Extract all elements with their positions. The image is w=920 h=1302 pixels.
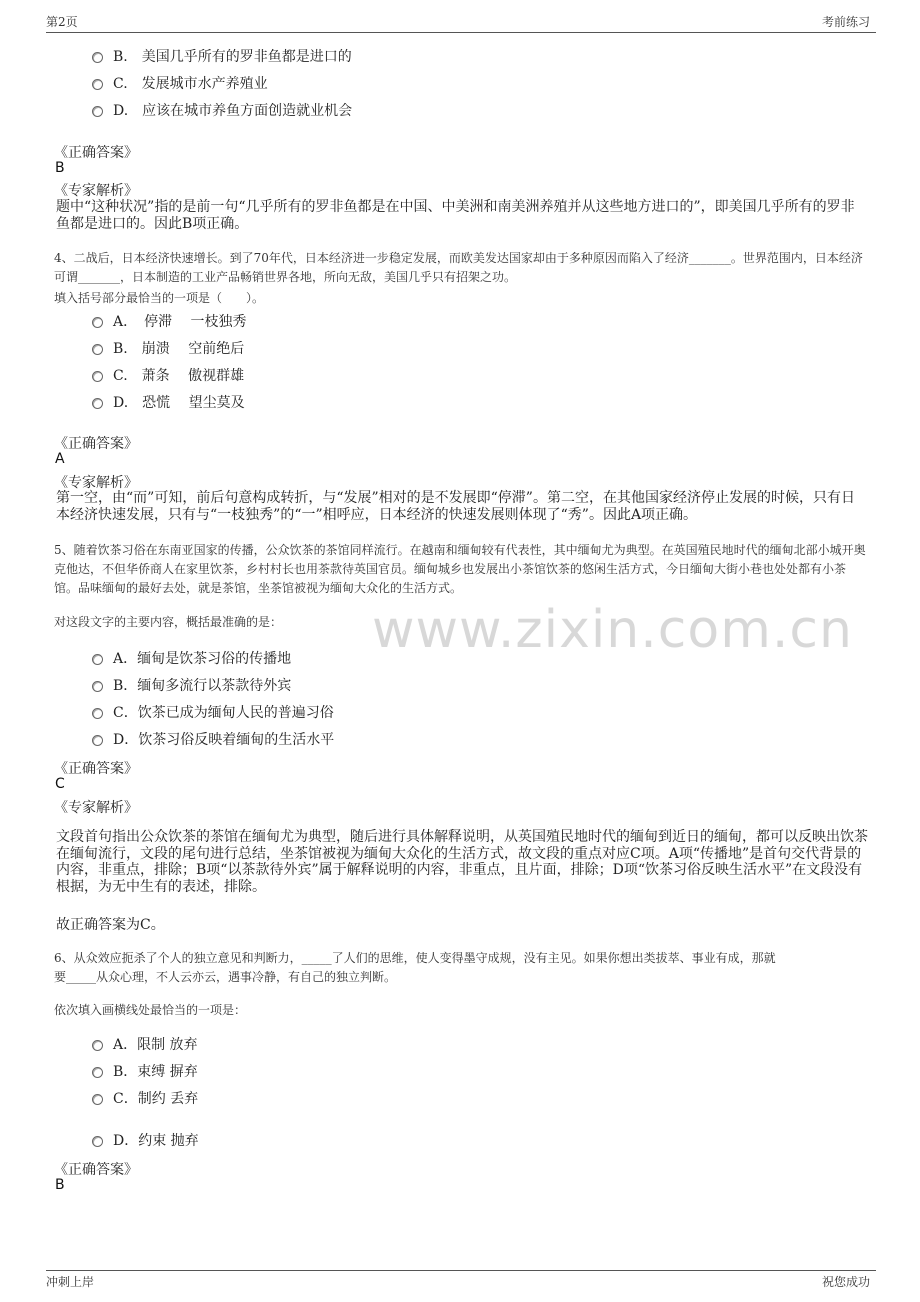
analysis-label: 《专家解析》 (54, 183, 138, 199)
option-label: A．限制 放弃 (113, 1037, 198, 1053)
radio-icon (92, 371, 103, 382)
option-radio[interactable] (92, 365, 244, 385)
radio-icon (92, 1040, 103, 1051)
option-radio[interactable] (92, 392, 245, 412)
answer-label: 《正确答案》 (54, 145, 138, 161)
analysis-label: 《专家解析》 (54, 800, 138, 816)
radio-icon (92, 79, 103, 90)
radio-icon (92, 681, 103, 692)
option-radio[interactable] (92, 1088, 198, 1108)
option-radio[interactable] (92, 73, 268, 93)
radio-icon (92, 52, 103, 63)
question-prompt: 填入括号部分最恰当的一项是（ ）。 (54, 291, 265, 305)
analysis-text: 第一空，由“而”可知，前后句意构成转折，与“发展”相对的是不发展即“停滞”。第二空，在其他国家经济停止发展的时候，只有日本经济快速发展，只有与“一枝独秀”的“一”相呼应，日本经济的快速发展则体现了“秀”。因此A项正确。 (56, 490, 855, 523)
option-label: B．缅甸多流行以茶款待外宾 (113, 678, 292, 694)
option-label: B．束缚 摒弃 (113, 1064, 198, 1080)
option-radio[interactable] (92, 311, 247, 331)
answer-label: 《正确答案》 (54, 761, 138, 777)
option-label: A．缅甸是饮茶习俗的传播地 (113, 651, 292, 667)
watermark: www.zixin.com.cn (372, 600, 853, 660)
radio-icon (92, 654, 103, 665)
header-rule (46, 32, 876, 33)
footer-rule (46, 1270, 876, 1271)
option-label: B. 崩溃 空前绝后 (113, 341, 245, 357)
question-prompt: 对这段文字的主要内容，概括最准确的是： (54, 615, 283, 629)
question-stem-line2: 要_____从众心理，不人云亦云，遇事冷静，有自己的独立判断。 (54, 970, 397, 984)
radio-icon (92, 735, 103, 746)
answer-value: B (55, 1177, 65, 1193)
question-prompt: 依次填入画横线处最恰当的一项是： (54, 1003, 247, 1017)
radio-icon (92, 398, 103, 409)
option-label: B. 美国几乎所有的罗非鱼都是进口的 (113, 49, 352, 65)
option-radio[interactable] (92, 648, 291, 668)
option-radio[interactable] (92, 702, 334, 722)
radio-icon (92, 1094, 103, 1105)
option-label: C. 萧条 傲视群雄 (113, 368, 245, 384)
conclusion-text: 故正确答案为C。 (56, 917, 165, 933)
radio-icon (92, 1136, 103, 1147)
question-stem-line1: 6、从众效应扼杀了个人的独立意见和判断力，_____了人们的思维，使人变得墨守成规，没有主见。如果你想出类拔萃、事业有成，那就 (54, 951, 776, 965)
radio-icon (92, 317, 103, 328)
question-stem: 5、随着饮茶习俗在东南亚国家的传播，公众饮茶的茶馆同样流行。在越南和缅甸较有代表性，其中缅甸尤为典型。在英国殖民地时代的缅甸北部小城开奥克他达，不但华侨商人在家里饮茶，乡村村长也用茶款待英国官员。缅甸城乡也发展出小茶馆饮茶的悠闲生活方式，今日缅甸大街小巷也处处都有小茶馆。品味缅甸的最好去处，就是茶馆，坐茶馆被视为缅甸大众化的生活方式。 (54, 543, 866, 595)
footer-left: 冲刺上岸 (46, 1275, 95, 1289)
option-label: D. 应该在城市养鱼方面创造就业机会 (113, 103, 353, 119)
radio-icon (92, 344, 103, 355)
answer-value: B (55, 160, 65, 176)
page-number: 第2页 (46, 15, 78, 29)
footer-right: 祝您成功 (822, 1275, 871, 1289)
option-label: D. 恐慌 望尘莫及 (113, 395, 245, 411)
option-label: C．饮茶已成为缅甸人民的普遍习俗 (113, 705, 334, 721)
analysis-text: 题中“这种状况”指的是前一句“几乎所有的罗非鱼都是在中国、中美洲和南美洲养殖并从这些地方进口的”，即美国几乎所有的罗非鱼都是进口的。因此B项正确。 (56, 199, 855, 232)
radio-icon (92, 106, 103, 117)
analysis-text: 文段首句指出公众饮茶的茶馆在缅甸尤为典型，随后进行具体解释说明，从英国殖民地时代的缅甸到近日的缅甸，都可以反映出饮茶在缅甸流行，文段的尾句进行总结，坐茶馆被视为缅甸大众化的生活方式，故文段的重点对应C项。A项“传播地”是首句交代背景的内容，非重点，排除；B项“以茶款待外宾”属于解释说明的内容，非重点，且片面，排除；D项“饮茶习俗反映生活水平”在文段没有根据，为无中生有的表述，排除。 (56, 829, 868, 895)
radio-icon (92, 708, 103, 719)
analysis-label: 《专家解析》 (54, 475, 138, 491)
option-radio[interactable] (92, 100, 352, 120)
answer-label: 《正确答案》 (54, 1162, 138, 1178)
option-radio[interactable] (92, 1061, 198, 1081)
option-radio[interactable] (92, 675, 291, 695)
option-label: D．约束 抛弃 (113, 1133, 199, 1149)
option-radio[interactable] (92, 46, 352, 66)
answer-value: C (55, 776, 65, 792)
option-radio[interactable] (92, 338, 244, 358)
option-radio[interactable] (92, 729, 334, 749)
option-radio[interactable] (92, 1130, 199, 1150)
header-title: 考前练习 (822, 15, 871, 29)
radio-icon (92, 1067, 103, 1078)
option-label: D．饮茶习俗反映着缅甸的生活水平 (113, 732, 335, 748)
answer-label: 《正确答案》 (54, 436, 138, 452)
answer-value: A (55, 451, 65, 467)
option-label: C. 发展城市水产养殖业 (113, 76, 268, 92)
option-radio[interactable] (92, 1034, 198, 1054)
option-label: A． 停滞 一枝独秀 (113, 314, 247, 330)
option-label: C．制约 丢弃 (113, 1091, 199, 1107)
question-stem: 4、二战后，日本经济快速增长。到了70年代，日本经济进一步稳定发展，而欧美发达国家却由于多种原因而陷入了经济_______。世界范围内，日本经济可谓_______，日本制造的工业产品畅销世界各地，所向无敌，美国几乎只有招架之功。 (54, 251, 863, 284)
